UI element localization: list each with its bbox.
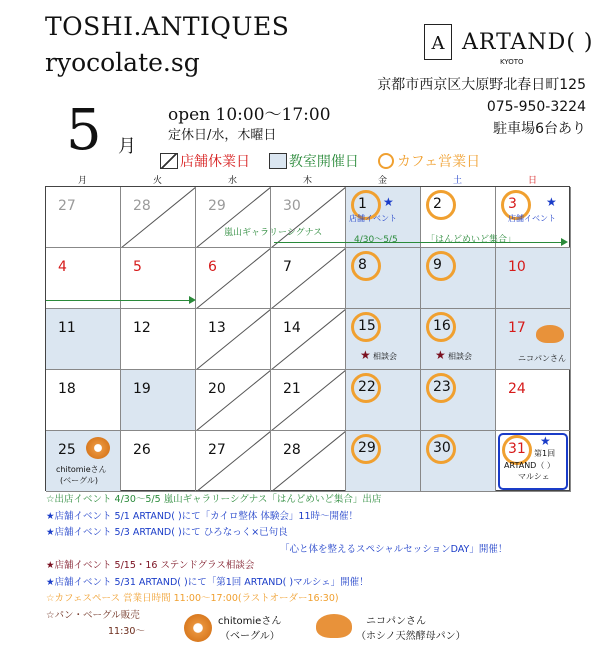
day-cell xyxy=(46,309,121,370)
day-number: 28 xyxy=(283,442,301,458)
cell-bagel-label: (ベーグル) xyxy=(60,476,99,485)
closed-hatch-icon xyxy=(121,187,196,248)
logo-letter: A xyxy=(431,33,445,54)
day-cell xyxy=(121,431,196,492)
closed-hatch-icon xyxy=(271,370,346,431)
day-cell xyxy=(196,431,271,492)
hatch-swatch-icon xyxy=(160,153,178,169)
day-cell xyxy=(121,187,196,248)
day-cell xyxy=(271,187,346,248)
bagel-icon xyxy=(86,437,110,459)
day-cell xyxy=(346,431,421,492)
logo-name: ARTAND( ) xyxy=(462,30,594,55)
day-number: 29 xyxy=(358,440,376,456)
weekday-mon: 月 xyxy=(77,176,87,186)
cell-consult-label: 相談会 xyxy=(448,352,472,361)
day-number: 12 xyxy=(133,320,151,336)
month-number: 5 xyxy=(66,98,102,163)
day-number: 23 xyxy=(433,379,451,395)
legend-cafe: カフェ営業日 xyxy=(396,154,481,170)
cell-event-label: 店舗イベント xyxy=(349,214,397,223)
parking: 駐車場6台あり xyxy=(493,121,586,137)
day-number: 24 xyxy=(508,381,526,397)
bread-icon xyxy=(316,614,352,638)
day-number: 3 xyxy=(508,196,517,212)
weekday-tue: 火 xyxy=(152,176,162,186)
day-number: 18 xyxy=(58,381,76,397)
day-number: 25 xyxy=(58,442,76,458)
day-number: 16 xyxy=(433,318,451,334)
day-cell xyxy=(421,248,496,309)
note-line: 11:30〜 xyxy=(108,626,145,637)
day-cell xyxy=(271,370,346,431)
closed-hatch-icon xyxy=(271,187,346,248)
closed-hatch-icon xyxy=(196,309,271,370)
day-number: 2 xyxy=(433,196,442,212)
day-number: 19 xyxy=(133,381,151,397)
bottom-chitomie: chitomieさん xyxy=(218,616,282,627)
bread-icon xyxy=(536,325,564,343)
day-cell xyxy=(496,309,571,370)
note-line: ☆出店イベント 4/30〜5/5 嵐山ギャラリーシグナス「はんどめいど集合」出店 xyxy=(46,494,382,505)
day-number: 28 xyxy=(133,198,151,214)
day-cell xyxy=(196,309,271,370)
day-cell xyxy=(421,370,496,431)
day-cell xyxy=(46,431,121,492)
note-line: ☆カフェスペース 営業日時間 11:00〜17:00(ラストオーダー16:30) xyxy=(46,593,339,604)
closed-hatch-icon xyxy=(196,370,271,431)
day-number: 15 xyxy=(358,318,376,334)
day-cell xyxy=(121,370,196,431)
day-cell xyxy=(421,309,496,370)
legend-closed: 店舗休業日 xyxy=(180,154,250,170)
closed-hatch-icon xyxy=(271,248,346,309)
month-label: 月 xyxy=(118,136,136,157)
day-cell xyxy=(46,370,121,431)
day-number: 4 xyxy=(58,259,67,275)
day-number: 17 xyxy=(508,320,526,336)
star-icon: ★ xyxy=(546,195,557,209)
phone: 075-950-3224 xyxy=(486,99,586,115)
address: 京都市西京区大原野北春日町125 xyxy=(377,77,586,93)
arrow-head-icon xyxy=(561,238,568,246)
arrow-head-icon xyxy=(189,296,196,304)
closed-hatch-icon xyxy=(271,431,346,492)
day-number: 6 xyxy=(208,259,217,275)
day-number: 8 xyxy=(358,257,367,273)
bottom-bagel: （ベーグル） xyxy=(220,631,280,642)
website: ryocolate.sg xyxy=(45,48,200,77)
open-hours: open 10:00〜17:00 xyxy=(168,105,331,125)
closed-hatch-icon xyxy=(196,187,271,248)
logo-mark xyxy=(424,24,452,60)
orange-circle-icon xyxy=(378,153,394,169)
day-number: 30 xyxy=(433,440,451,456)
day-number: 26 xyxy=(133,442,151,458)
star-icon: ★ xyxy=(360,348,371,362)
bottom-nikopan: ニコパンさん xyxy=(366,616,426,627)
closed-hatch-icon xyxy=(271,309,346,370)
day-cell xyxy=(346,370,421,431)
cell-chitomie-label: chitomieさん xyxy=(56,465,107,474)
day-cell xyxy=(196,248,271,309)
day-cell xyxy=(496,248,571,309)
bottom-hoshino: （ホシノ天然酵母パン） xyxy=(356,631,466,642)
day-number: 9 xyxy=(433,257,442,273)
event-arrow-line xyxy=(46,300,190,301)
note-line: ★店舗イベント 5/15・16 ステンドグラス相談会 xyxy=(46,560,255,571)
closed-days: 定休日/水，木曜日 xyxy=(168,128,277,143)
note-line: ☆パン・ベーグル販売 xyxy=(46,609,140,621)
artand-logo xyxy=(424,24,594,74)
closed-hatch-icon xyxy=(196,431,271,492)
day-cell xyxy=(196,370,271,431)
closed-hatch-icon xyxy=(196,248,271,309)
day-number: 30 xyxy=(283,198,301,214)
calendar-grid xyxy=(45,186,570,491)
day-cell xyxy=(121,309,196,370)
star-icon: ★ xyxy=(383,195,394,209)
day-cell xyxy=(496,431,571,492)
day-number: 13 xyxy=(208,320,226,336)
day-cell xyxy=(46,187,121,248)
note-line: 「心と体を整えるスペシャルセッションDAY」開催！ xyxy=(280,543,508,555)
shop-name: TOSHI.ANTIQUES xyxy=(45,12,290,41)
note-line: ★店舗イベント 5/1 ARTAND( )にて「カイロ整体 体験会」11時〜開催！ xyxy=(46,510,358,522)
star-icon: ★ xyxy=(435,348,446,362)
note-line: ★店舗イベント 5/31 ARTAND( )にて「第1回 ARTAND( )マルシェ」開催！ xyxy=(46,576,369,588)
day-cell xyxy=(346,309,421,370)
day-number: 11 xyxy=(58,320,76,336)
cell-event-label: 店舗イベント xyxy=(508,214,556,223)
weekday-sat: 土 xyxy=(452,176,462,186)
day-number: 22 xyxy=(358,379,376,395)
weekday-thu: 木 xyxy=(302,176,312,186)
day-cell xyxy=(271,248,346,309)
weekday-sun: 日 xyxy=(527,176,537,186)
day-number: 31 xyxy=(508,441,526,457)
day-number: 1 xyxy=(358,196,367,212)
day-number: 29 xyxy=(208,198,226,214)
day-number: 7 xyxy=(283,259,292,275)
day-number: 14 xyxy=(283,320,301,336)
day-cell xyxy=(496,370,571,431)
cell-consult-label: 相談会 xyxy=(373,352,397,361)
note-line: ★店舗イベント 5/3 ARTAND( )にて ひろなっく×已句良 xyxy=(46,527,288,538)
weekday-fri: 金 xyxy=(377,176,387,186)
legend-classroom: 教室開催日 xyxy=(288,154,359,170)
gallery-label: 嵐山ギャラリーシグナス xyxy=(224,228,323,238)
legend xyxy=(160,151,480,171)
star-icon: ★ xyxy=(540,434,551,448)
cell-marche-label: マルシェ xyxy=(518,472,550,481)
day-number: 10 xyxy=(508,259,526,275)
period-label: 4/30〜5/5 xyxy=(354,235,398,245)
logo-sub: KYOTO xyxy=(500,58,524,66)
address-block xyxy=(377,74,586,140)
day-cell xyxy=(271,431,346,492)
event-arrow-line xyxy=(274,242,562,243)
day-number: 27 xyxy=(58,198,76,214)
blue-swatch-icon xyxy=(269,153,287,169)
day-cell xyxy=(421,431,496,492)
day-number: 20 xyxy=(208,381,226,397)
day-number: 21 xyxy=(283,381,301,397)
day-cell xyxy=(196,187,271,248)
cell-first-label: 第1回 xyxy=(534,449,556,458)
cell-nikopan-label: ニコパンさん xyxy=(518,354,566,363)
handmade-label: 「はんどめいど集合」 xyxy=(426,235,517,245)
day-cell xyxy=(346,248,421,309)
cell-artand-label: ARTAND（ ） xyxy=(504,461,555,470)
bagel-icon xyxy=(184,614,212,642)
day-cell xyxy=(271,309,346,370)
day-number: 27 xyxy=(208,442,226,458)
weekday-wed: 水 xyxy=(227,176,237,186)
day-number: 5 xyxy=(133,259,142,275)
